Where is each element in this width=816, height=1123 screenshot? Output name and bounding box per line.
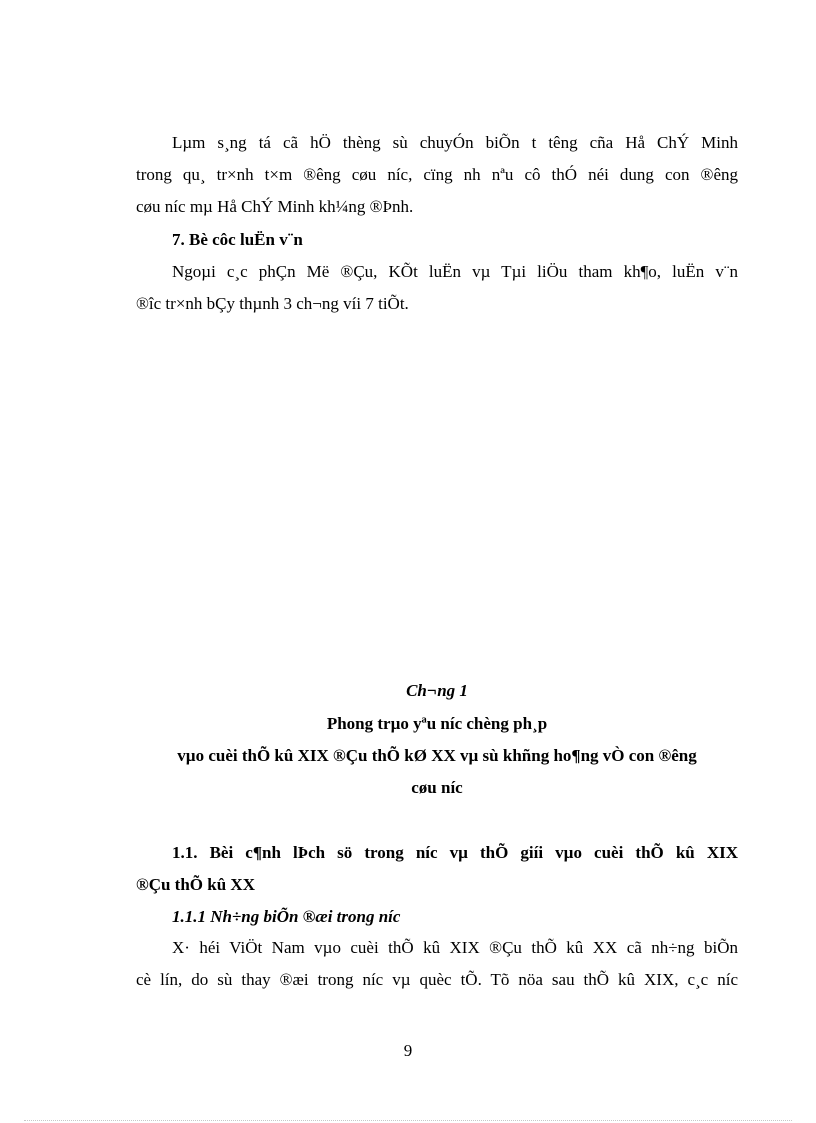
chapter-title-line-2: vµo cuèi thÕ kû XIX ®Çu thÕ kØ XX vµ sù khñng ho¶ng vÒ con ®êng — [177, 746, 697, 765]
section-1-1-heading-line-1: 1.1. Bèi c¶nh lÞch sö trong níc vµ thÕ giíi vµo cuèi thÕ kû XIX — [172, 843, 738, 862]
section-7-heading: 7. Bè côc luËn v¨n — [172, 230, 303, 249]
intro-line-3: cøu níc mµ Hå ChÝ Minh kh¼ng ®Þnh. — [136, 197, 414, 216]
chapter-title-line-1: Phong trµo yªu níc chèng ph¸p — [326, 714, 548, 733]
section-7-line-1: Ngoµi c¸c phÇn Më ®Çu, KÕt luËn vµ Tµi liÖu tham kh¶o, luËn v¨n — [172, 262, 738, 281]
page-number: 9 — [403, 1041, 413, 1060]
intro-line-2: trong qu¸ tr×nh t×m ®êng cøu níc, cïng nh nªu cô thÓ néi dung con ®êng — [136, 165, 738, 184]
section-1-1-heading-line-2: ®Çu thÕ kû XX — [136, 875, 255, 894]
section-7-line-2: ®îc tr×nh bÇy thµnh 3 ch¬ng víi 7 tiÕt. — [136, 294, 409, 313]
chapter-title-line-3: cøu níc — [411, 778, 463, 797]
page-bottom-divider — [24, 1120, 792, 1121]
section-1-1-para-line-2: cè lín, do sù thay ®æi trong níc vµ quèc tÕ. Tõ nöa sau thÕ kû XIX, c¸c níc — [136, 970, 738, 989]
chapter-label: Ch¬ng 1 — [406, 681, 468, 700]
intro-line-1: Lµm s¸ng tá cã hÖ thèng sù chuyÓn biÕn t têng cña Hå ChÝ Minh — [172, 133, 738, 152]
section-1-1-para-line-1: X· héi ViÖt Nam vµo cuèi thÕ kû XIX ®Çu thÕ kû XX cã nh÷ng biÕn — [172, 938, 738, 957]
subsection-1-1-1-heading: 1.1.1 Nh÷ng biÕn ®æi trong níc — [172, 907, 401, 926]
